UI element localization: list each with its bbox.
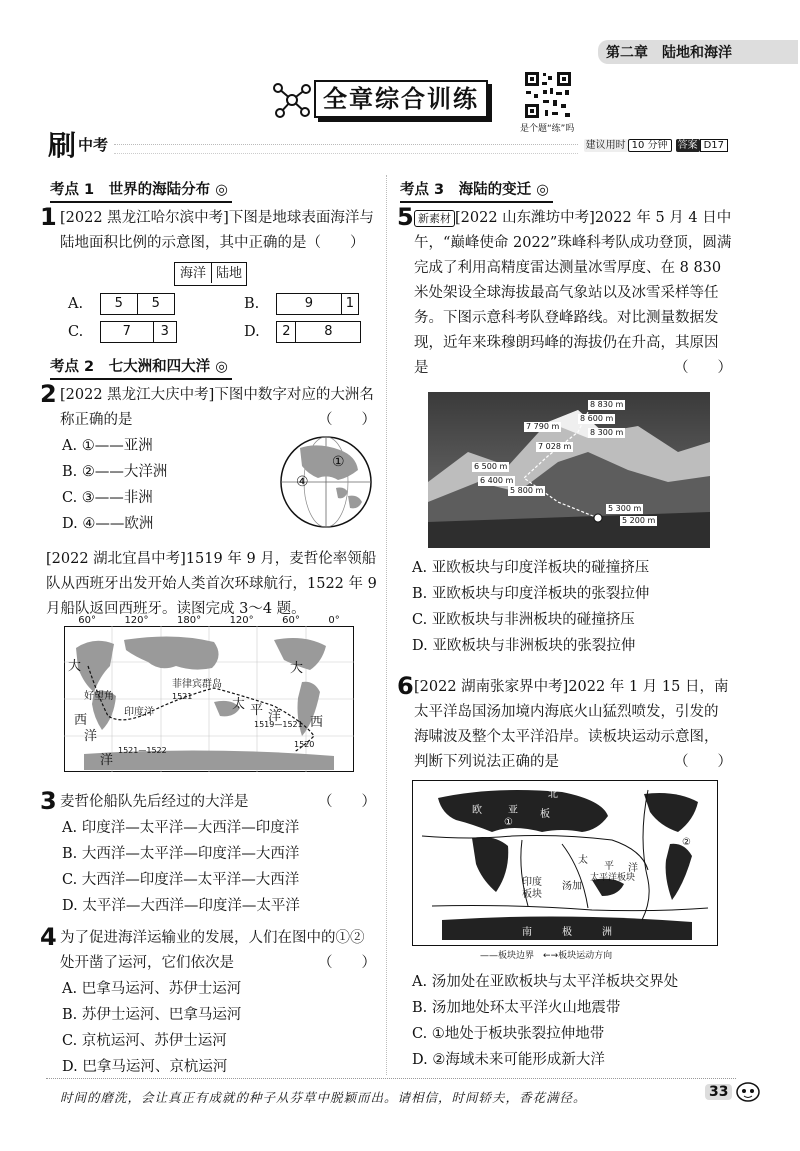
map-label: 1520 — [294, 740, 315, 749]
height-label: 7 028 m — [538, 442, 572, 451]
title-banner — [270, 80, 492, 120]
footer-divider — [46, 1078, 736, 1079]
plate-label: 平 — [604, 861, 614, 872]
q2-option-b[interactable]: B. ②——大洋洲 — [62, 464, 168, 480]
map-label: 印度洋 — [124, 707, 154, 718]
target-icon: ◎ — [215, 182, 228, 198]
q5-option-c[interactable]: C. 亚欧板块与非洲板块的碰撞挤压 — [412, 612, 635, 628]
map-label: 1519—1521 — [254, 720, 303, 729]
section-sub: 中考 — [78, 136, 109, 154]
map-label: 西 — [310, 715, 324, 730]
map-label: 大 — [290, 661, 304, 676]
q5-text: 新素材 [2022 山东潍坊中考]2022 年 5 月 4 日中午，“巅峰使命 2022”珠峰科考队成功登顶，圆满完成了利用高精度雷达测量冰雪厚度、在 8 830 米处架设全球海拔最高气象站以及冰雪采样等任务。下图示意科考队登峰路线。对比测量数据发现，近年来珠穆朗玛峰的海拔仍在升高，其原因是 — [414, 210, 732, 376]
plate-label: 太平洋板块 — [590, 873, 636, 883]
q2-option-d[interactable]: D. ④——欧洲 — [62, 516, 154, 532]
target-icon: ◎ — [536, 182, 549, 198]
q4-option-c[interactable]: C. 京杭运河、苏伊士运河 — [62, 1033, 227, 1049]
height-label: 6 500 m — [474, 462, 508, 471]
q4-text: 为了促进海洋运输业的发展，人们在图中的①②处开凿了运河，它们依次是 — [60, 930, 365, 971]
q2-text: [2022 黑龙江大庆中考]下图中数字对应的大洲名称正确的是 — [60, 387, 374, 428]
time-value: 10 分钟 — [628, 139, 672, 152]
plate-label: 极 — [562, 927, 572, 938]
map-label: 大 — [68, 659, 82, 674]
q4-option-a[interactable]: A. 巴拿马运河、苏伊士运河 — [62, 981, 242, 997]
q5-option-b[interactable]: B. 亚欧板块与印度洋板块的张裂拉伸 — [412, 586, 650, 602]
q6-paren: （ ） — [674, 754, 732, 770]
passage-text: [2022 湖北宜昌中考]1519 年 9 月，麦哲伦率领船队从西班牙出发开始人类首次环球航行，1522 年 9 月船队返回西班牙。读图完成 3～4 题。 — [46, 551, 377, 617]
mascot-icon — [735, 1081, 761, 1103]
q6-option-c[interactable]: C. ①地处于板块张裂拉伸地带 — [412, 1026, 605, 1042]
everest-route-photo — [428, 392, 710, 548]
section-divider — [114, 144, 578, 154]
topic-3: 考点 3 海陆的变迁 ◎ — [400, 178, 549, 199]
answer-label: 答案 — [677, 140, 698, 151]
q2-option-c[interactable]: C. ③——非洲 — [62, 490, 153, 506]
q1-option-d[interactable]: D. 2 8 — [244, 320, 361, 345]
q1-number: 1 — [40, 203, 57, 231]
height-label: 7 790 m — [526, 422, 560, 431]
map-label: 洋 — [84, 729, 98, 744]
q4-number: 4 — [40, 923, 57, 951]
molecule-icon — [270, 80, 314, 120]
plate-label: ① — [504, 817, 513, 828]
page-number: 33 — [705, 1084, 732, 1100]
q3-number: 3 — [40, 787, 57, 815]
globe-label-1: ① — [332, 454, 345, 470]
q1-text: [2022 黑龙江哈尔滨中考]下图是地球表面海洋与陆地面积比例的示意图，其中正确的是（ ） — [60, 210, 374, 251]
plate-label: ② — [682, 837, 691, 848]
height-label: 8 600 m — [580, 414, 614, 423]
q6-number: 6 — [397, 672, 414, 700]
map-label: 1521—1522 — [118, 746, 167, 755]
q6-option-d[interactable]: D. ②海域未来可能形成新大洋 — [412, 1052, 605, 1068]
q3-paren: （ ） — [318, 794, 376, 810]
plate-label: 欧 — [472, 805, 482, 816]
plate-label: 洲 — [602, 927, 612, 938]
map-label: 洋 — [100, 753, 114, 768]
height-label: 6 400 m — [480, 476, 514, 485]
page-title: 全章综合训练 — [314, 80, 488, 118]
q3-option-b[interactable]: B. 大西洋—太平洋—印度洋—大西洋 — [62, 846, 300, 862]
map-label: 菲律宾群岛 — [172, 679, 222, 690]
height-label: 5 200 m — [622, 516, 656, 525]
q5-paren: （ ） — [674, 360, 732, 376]
map-label: 好望角 — [84, 691, 114, 702]
plate-label: 南 — [522, 927, 532, 938]
new-material-tag: 新素材 — [414, 210, 455, 227]
answer-page: D17 — [700, 139, 728, 152]
time-label: 建议用时 — [585, 140, 626, 151]
q3-option-a[interactable]: A. 印度洋—太平洋—大西洋—印度洋 — [62, 820, 300, 836]
q6-option-b[interactable]: B. 汤加地处环太平洋火山地震带 — [412, 1000, 621, 1016]
plate-label: 洋 — [628, 863, 638, 874]
height-label: 8 300 m — [590, 428, 624, 437]
topic-2: 考点 2 七大洲和四大洋 ◎ — [50, 355, 228, 376]
qr-code[interactable] — [523, 70, 573, 120]
plate-label: 板块 — [522, 889, 542, 900]
plate-label: 印度 — [522, 877, 542, 888]
height-label: 5 300 m — [608, 504, 642, 513]
q4-option-d[interactable]: D. 巴拿马运河、京杭运河 — [62, 1059, 228, 1075]
legend-boundary-line: —— — [480, 951, 498, 961]
q3-option-c[interactable]: C. 大西洋—印度洋—太平洋—大西洋 — [62, 872, 300, 888]
map-label: 平 — [250, 703, 264, 718]
route-map-ticks: 60° 120° 180° 120° 60° 0° — [78, 615, 340, 626]
map-label: 西 — [74, 713, 88, 728]
plate-label: 亚 — [508, 805, 518, 816]
time-info — [584, 136, 728, 151]
q1-option-a[interactable]: A. 5 5 — [68, 292, 175, 317]
q3-text: 麦哲伦船队先后经过的大洋是 — [60, 794, 249, 810]
header-chapter: 第二章 陆地和海洋 — [606, 45, 732, 61]
q6-option-a[interactable]: A. 汤加处在亚欧板块与太平洋板块交界处 — [412, 974, 679, 990]
globe-label-4: ④ — [296, 474, 309, 490]
q1-legend: 海洋 陆地 — [174, 262, 247, 286]
q1-option-c[interactable]: C. 7 3 — [68, 320, 177, 345]
plate-map-legend: ——板块边界 ←→板块运动方向 — [480, 951, 613, 961]
column-divider — [386, 175, 387, 1075]
q5-option-a[interactable]: A. 亚欧板块与印度洋板块的碰撞挤压 — [412, 560, 650, 576]
globe-figure — [278, 434, 374, 530]
plate-label: 太 — [578, 855, 588, 866]
q2-number: 2 — [40, 380, 57, 408]
q3-option-d[interactable]: D. 太平洋—大西洋—印度洋—太平洋 — [62, 898, 300, 914]
height-label: 5 800 m — [510, 486, 544, 495]
q2-option-a[interactable]: A. ①——亚洲 — [62, 438, 153, 454]
q5-option-d[interactable]: D. 亚欧板块与非洲板块的张裂拉伸 — [412, 638, 636, 654]
footer-motto: 时间的磨洗，会让真正有成就的种子从芬草中脱颖而出。请相信，时间轿夫，香花满径。 — [60, 1090, 587, 1105]
map-label: 1521 — [172, 692, 193, 701]
target-icon: ◎ — [215, 359, 228, 375]
qr-caption: 是个题“练”吗 — [520, 124, 575, 134]
plate-label: 汤加 — [562, 881, 582, 892]
q4-paren: （ ） — [318, 955, 376, 971]
section-label: 刷 — [48, 129, 77, 162]
plate-label: 板 — [540, 809, 550, 820]
plate-tectonics-map — [412, 780, 718, 946]
height-label: 8 830 m — [590, 400, 624, 409]
magellan-route-map — [64, 615, 354, 772]
map-label: 太 — [232, 697, 246, 712]
topic-1: 考点 1 世界的海陆分布 ◎ — [50, 178, 228, 199]
q5-number: 5 — [397, 203, 414, 231]
q1-option-b[interactable]: B. 9 1 — [244, 292, 359, 317]
plate-label: 北 — [548, 789, 558, 800]
legend-arrow-icon: ←→ — [543, 951, 559, 961]
section-bar — [48, 128, 728, 162]
map-label: 洋 — [268, 709, 282, 724]
q4-option-b[interactable]: B. 苏伊士运河、巴拿马运河 — [62, 1007, 242, 1023]
q6-text: [2022 湖南张家界中考]2022 年 1 月 15 日，南太平洋岛国汤加境内海底火山猛烈喷发，引发的海啸波及整个太平洋沿岸。读板块运动示意图，判断下列说法正确的是 — [414, 679, 729, 770]
q2-paren: （ ） — [318, 412, 376, 428]
